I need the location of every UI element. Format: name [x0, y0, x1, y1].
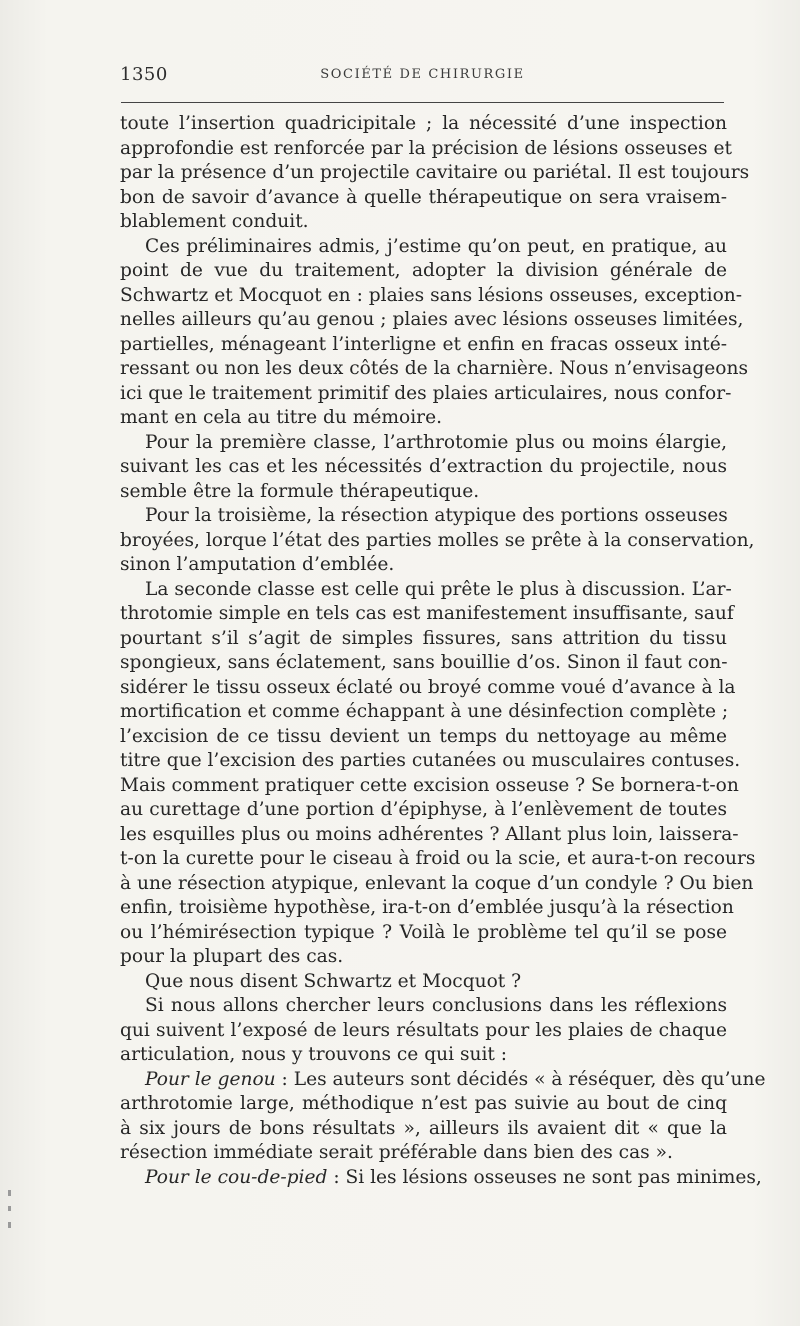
text-line: broyées, lorque l’état des parties molles se prête à la conservation, — [120, 529, 755, 551]
text-line: approfondie est renforcée par la précision de lésions osseuses et — [120, 137, 732, 159]
text-line: mortification et comme échappant à une désinfection complète ; — [120, 701, 729, 722]
text-line: Mais comment pratiquer cette excision osseuse ? Se bornera-t-on — [120, 774, 739, 796]
page-number: 1350 — [120, 64, 168, 85]
text-line: spongieux, sans éclatement, sans bouillie d’os. Sinon il faut con- — [120, 652, 728, 673]
text-line: ou l’hémirésection typique ? Voilà le problème tel qu’il se pose — [120, 921, 727, 943]
text-line: Pour la troisième, la résection atypique des portions osseuses — [145, 505, 728, 526]
italic-heading: Pour le genou — [145, 1068, 276, 1090]
margin-mark — [8, 1222, 11, 1228]
text-line: bon de savoir d’avance à quelle thérapeutique on sera vraisem- — [120, 186, 727, 208]
text-line: Schwartz et Mocquot en : plaies sans lésions osseuses, exception- — [120, 284, 743, 306]
text-line: qui suivent l’exposé de leurs résultats pour les plaies de chaque — [120, 1019, 727, 1041]
italic-heading: Pour le cou-de-pied — [145, 1166, 328, 1188]
text-line: articulation, nous y trouvons ce qui suit : — [120, 1044, 508, 1065]
body-text — [120, 112, 766, 1190]
text-line: sidérer le tissu osseux éclaté ou broyé comme voué d’avance à la — [120, 676, 736, 698]
margin-mark — [8, 1190, 11, 1196]
text-line: enfin, troisième hypothèse, ira-t-on d’emblée jusqu’à la résection — [120, 897, 734, 918]
text-line: au curettage d’une portion d’épiphyse, à l’enlèvement de toutes — [120, 799, 727, 820]
margin-mark — [8, 1206, 11, 1211]
text-line: suivant les cas et les nécessités d’extraction du projectile, nous — [120, 456, 727, 477]
text-line: les esquilles plus ou moins adhérentes ? Allant plus loin, laissera- — [120, 823, 739, 845]
running-head: SOCIÉTÉ DE CHIRURGIE — [320, 67, 525, 82]
text-line — [120, 1068, 766, 1093]
text-line: throtomie simple en tels cas est manifestement insuffisante, sauf — [120, 603, 734, 624]
line-text: : Si les lésions osseuses ne sont pas minimes, — [327, 1166, 762, 1188]
text-line: mant en cela au titre du mémoire. — [120, 407, 442, 428]
text-line: à une résection atypique, enlevant la coque d’un condyle ? Ou bien — [120, 872, 754, 894]
text-line: Ces préliminaires admis, j’estime qu’on peut, en pratique, au — [145, 235, 727, 257]
text-line: point de vue du traitement, adopter la division générale de — [120, 260, 727, 281]
text-line: résection immédiate serait préférable dans bien des cas ». — [120, 1142, 673, 1163]
text-line: Si nous allons chercher leurs conclusions dans les réflexions — [145, 995, 727, 1016]
text-line: Pour la première classe, l’arthrotomie plus ou moins élargie, — [145, 431, 727, 453]
line-text: : Les auteurs sont décidés « à réséquer, dès qu’une — [275, 1068, 766, 1090]
text-line: par la présence d’un projectile cavitaire ou pariétal. Il est toujours — [120, 162, 750, 183]
text-line: titre que l’excision des parties cutanées ou musculaires contuses. — [120, 750, 741, 771]
text-line: pourtant s’il s’agit de simples fissures, sans attrition du tissu — [120, 627, 727, 649]
text-line: pour la plupart des cas. — [120, 946, 344, 967]
text-line: partielles, ménageant l’interligne et enfin en fracas osseux inté- — [120, 333, 727, 355]
text-line: nelles ailleurs qu’au genou ; plaies avec lésions osseuses limitées, — [120, 309, 744, 330]
text-line: l’excision de ce tissu devient un temps du nettoyage au même — [120, 725, 727, 747]
text-line: semble être la formule thérapeutique. — [120, 480, 480, 502]
text-line: sinon l’amputation d’emblée. — [120, 554, 395, 575]
text-line: t-on la curette pour le ciseau à froid ou la scie, et aura-t-on recours — [120, 848, 756, 869]
text-line — [120, 1166, 762, 1191]
text-line: Que nous disent Schwartz et Mocquot ? — [145, 970, 522, 992]
text-line: ici que le traitement primitif des plaies articulaires, nous confor- — [120, 382, 732, 404]
text-line: blablement conduit. — [120, 211, 309, 232]
page-header — [120, 64, 725, 88]
text-line: toute l’insertion quadricipitale ; la nécessité d’une inspection — [120, 113, 727, 134]
text-line: à six jours de bons résultats », ailleurs ils avaient dit « que la — [120, 1117, 727, 1139]
text-line: ressant ou non les deux côtés de la charnière. Nous n’envisageons — [120, 358, 748, 379]
text-line: La seconde classe est celle qui prête le plus à discussion. L’ar- — [145, 578, 732, 600]
header-rule — [121, 102, 724, 103]
text-line: arthrotomie large, méthodique n’est pas suivie au bout de cinq — [120, 1093, 727, 1114]
